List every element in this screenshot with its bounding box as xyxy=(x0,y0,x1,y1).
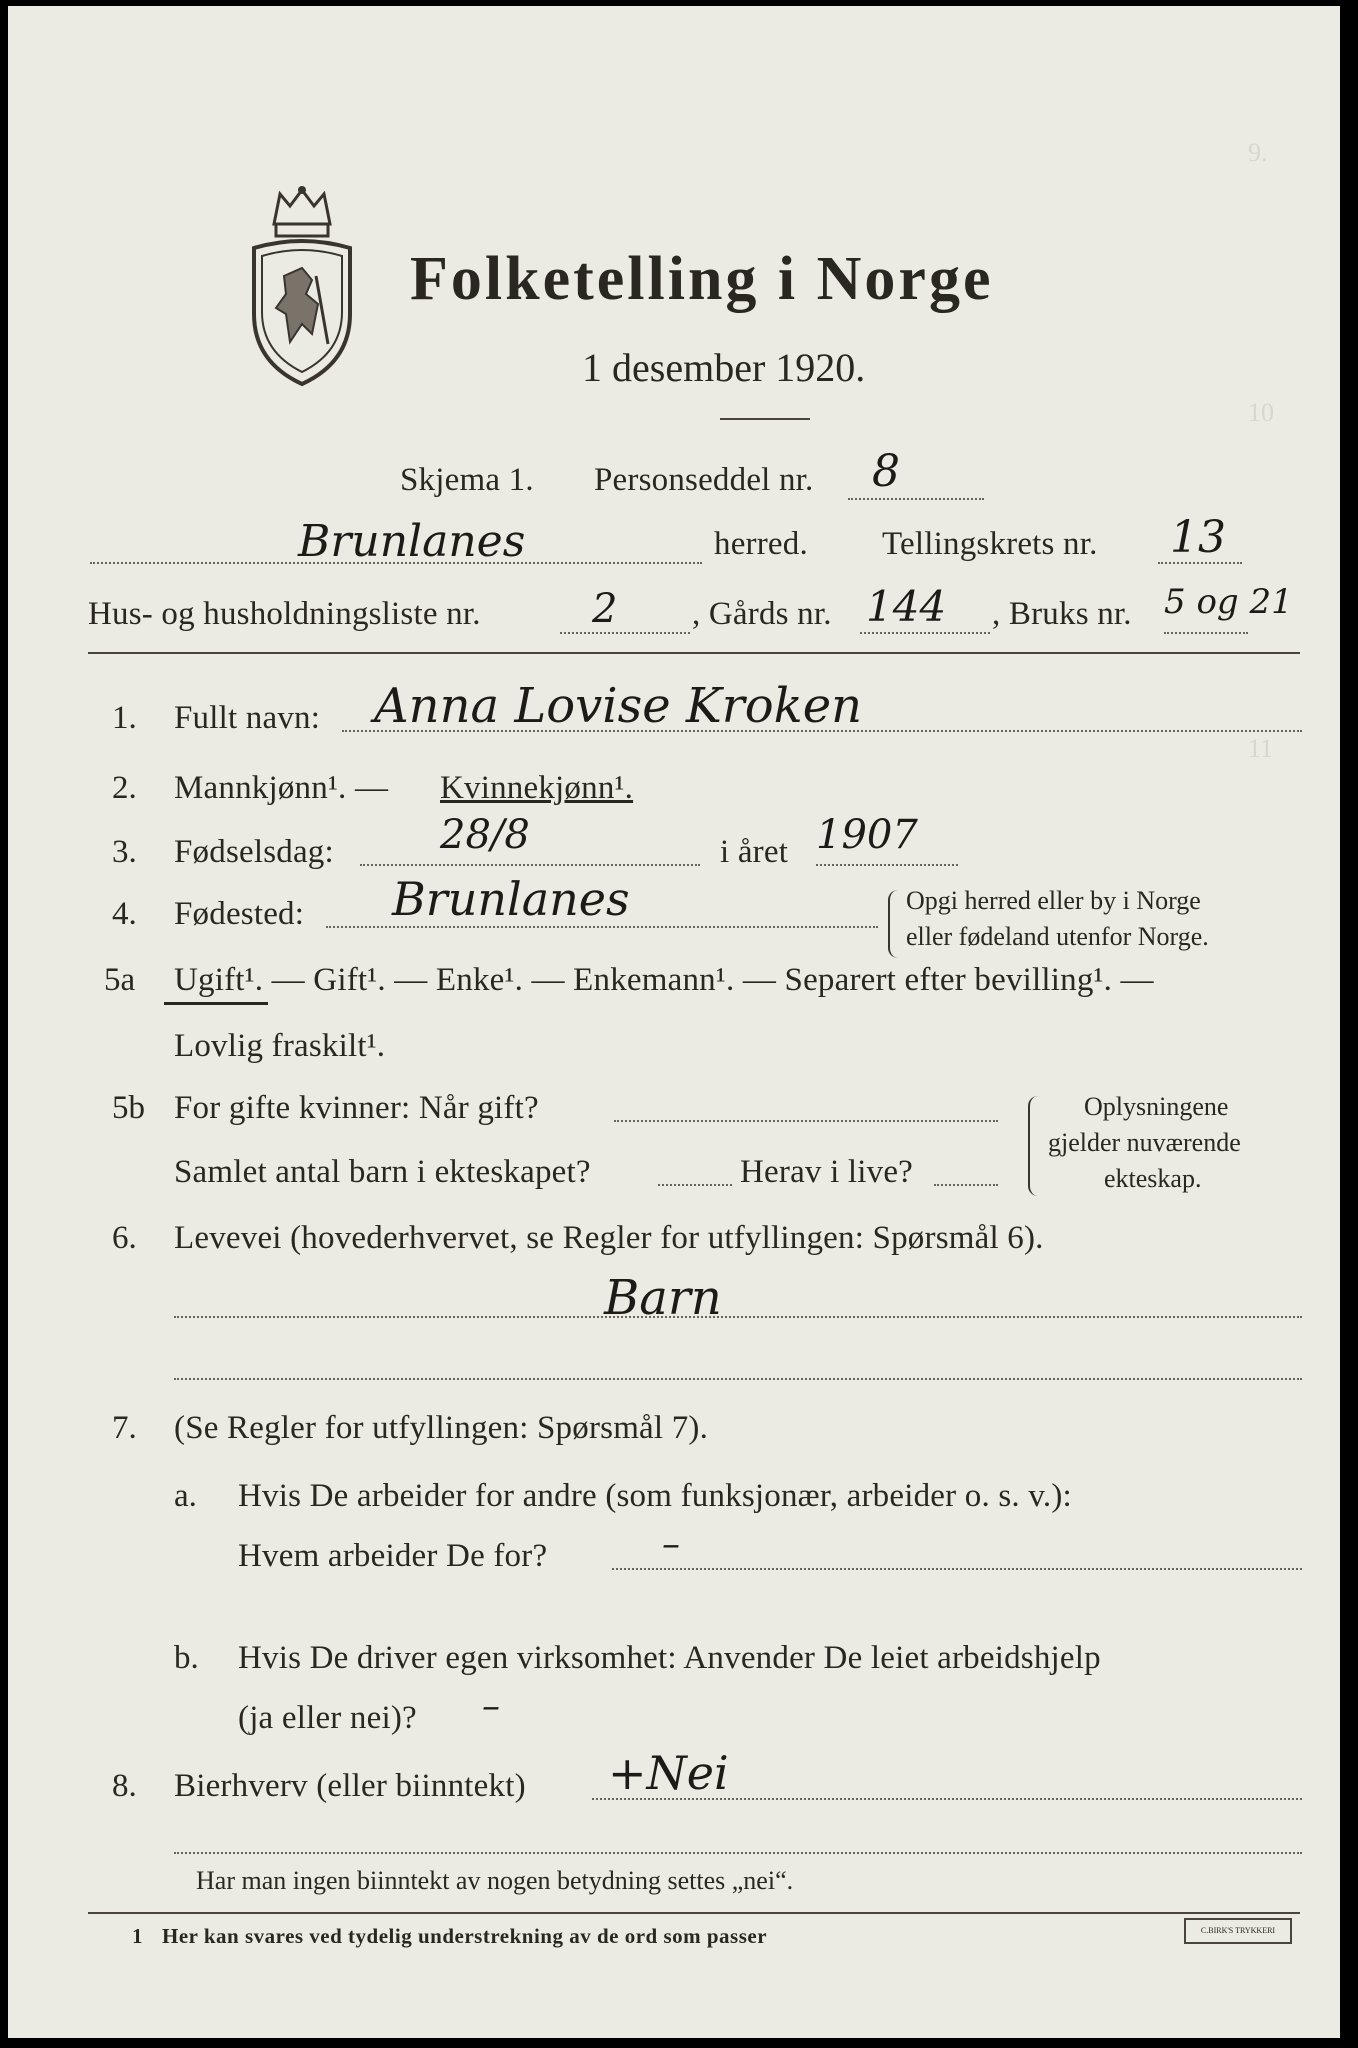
q5a-number: 5a xyxy=(104,962,136,998)
q8-value: +Nei xyxy=(608,1746,729,1800)
q6-line1 xyxy=(174,1316,1302,1318)
q5b-alive-line xyxy=(934,1184,998,1186)
q3-year-line xyxy=(816,864,958,866)
bleed-through-text: 9. xyxy=(1248,138,1268,167)
q5a-line2: Lovlig fraskilt¹. xyxy=(174,1028,386,1064)
norway-coat-of-arms-icon xyxy=(246,184,358,390)
q2-number: 2. xyxy=(112,770,137,806)
personseddel-value: 8 xyxy=(872,446,900,497)
gaards-label: , Gårds nr. xyxy=(692,596,832,632)
q4-note-line1: Opgi herred eller by i Norge xyxy=(906,886,1201,915)
q5b-number: 5b xyxy=(112,1090,145,1126)
q7b-value: – xyxy=(482,1686,500,1727)
q4-note-line2: eller fødeland utenfor Norge. xyxy=(906,922,1209,951)
q4-value: Brunlanes xyxy=(392,872,630,926)
q8-line2 xyxy=(174,1852,1302,1854)
skjema-label: Skjema 1. xyxy=(400,462,534,498)
q3-year-value: 1907 xyxy=(816,812,918,858)
gaards-line xyxy=(860,632,990,634)
q8-number: 8. xyxy=(112,1768,137,1804)
q3-day-line xyxy=(360,864,700,866)
q5b-children-line xyxy=(658,1184,732,1186)
tellingskrets-value: 13 xyxy=(1170,512,1226,563)
q3-year-label: i året xyxy=(720,834,789,870)
q7-number: 7. xyxy=(112,1410,137,1446)
herred-label: herred. xyxy=(714,526,808,562)
q1-value: Anna Lovise Kroken xyxy=(374,678,863,734)
q2-female-label: Kvinnekjønn¹. xyxy=(440,770,634,806)
footnote-mark: 1 xyxy=(132,1924,143,1948)
footnote-text: Her kan svares ved tydelig understrekning av de ord som passer xyxy=(162,1924,768,1948)
q2-male-label: Mannkjønn¹. — xyxy=(174,770,389,806)
q7a-letter: a. xyxy=(174,1478,197,1514)
q5b-line1: For gifte kvinner: Når gift? xyxy=(174,1090,539,1126)
hus-value: 2 xyxy=(592,586,618,632)
q1-number: 1. xyxy=(112,700,137,736)
bruks-line xyxy=(1164,632,1248,634)
q1-label: Fullt navn: xyxy=(174,700,321,736)
ugift-underline xyxy=(164,1002,268,1005)
q7-label: (Se Regler for utfyllingen: Spørsmål 7). xyxy=(174,1410,709,1446)
q4-line xyxy=(326,926,878,928)
q5a-line1: Ugift¹. — Gift¹. — Enke¹. — Enkemann¹. — Separert efter bevilling¹. — xyxy=(174,962,1154,998)
bruks-value: 5 og 21 xyxy=(1164,582,1293,622)
footer-rule xyxy=(88,1912,1300,1914)
q5b-note-line3: ekteskap. xyxy=(1104,1164,1202,1193)
q4-number: 4. xyxy=(112,896,137,932)
q7b-letter: b. xyxy=(174,1640,199,1676)
q7a-line2: Hvem arbeider De for? xyxy=(238,1538,548,1574)
bottom-note: Har man ingen biinntekt av nogen betydning settes „nei“. xyxy=(196,1866,794,1895)
personseddel-line xyxy=(848,498,984,500)
q8-label: Bierhverv (eller biinntekt) xyxy=(174,1768,526,1804)
header-rule xyxy=(88,652,1300,654)
q7b-line1: Hvis De driver egen virksomhet: Anvender De leiet arbeidshjelp xyxy=(238,1640,1101,1676)
bleed-through-text: 10 xyxy=(1248,398,1274,427)
q6-number: 6. xyxy=(112,1220,137,1256)
form-date: 1 desember 1920. xyxy=(582,345,866,390)
q4-label: Fødested: xyxy=(174,896,305,932)
q5b-line2a: Samlet antal barn i ekteskapet? xyxy=(174,1154,591,1190)
q7a-line xyxy=(612,1568,1302,1570)
personseddel-label: Personseddel nr. xyxy=(594,462,814,498)
herred-value: Brunlanes xyxy=(298,516,526,567)
q6-value: Barn xyxy=(604,1270,722,1326)
q5b-note-line2: gjelder nuværende xyxy=(1048,1128,1241,1157)
q5b-brace xyxy=(1028,1096,1040,1196)
q5b-line2b: Herav i live? xyxy=(740,1154,914,1190)
q3-value: 28/8 xyxy=(440,812,530,858)
q7b-line2: (ja eller nei)? xyxy=(238,1700,417,1736)
printer-stamp: C.BIRK'S TRYKKERI xyxy=(1184,1918,1292,1944)
form-title: Folketelling i Norge xyxy=(410,245,994,313)
census-form-page xyxy=(8,6,1340,2038)
hus-label: Hus- og husholdningsliste nr. xyxy=(88,596,481,632)
q3-label: Fødselsdag: xyxy=(174,834,334,870)
q4-brace xyxy=(888,890,900,958)
gaards-value: 144 xyxy=(866,582,947,631)
q7a-line1: Hvis De arbeider for andre (som funksjonær, arbeider o. s. v.): xyxy=(238,1478,1072,1514)
q6-line2 xyxy=(174,1378,1302,1380)
hus-line xyxy=(560,632,690,634)
tellingskrets-label: Tellingskrets nr. xyxy=(882,526,1098,562)
q7a-value: – xyxy=(662,1524,680,1565)
title-divider xyxy=(720,418,810,420)
q3-number: 3. xyxy=(112,834,137,870)
bleed-through-text: 11 xyxy=(1248,734,1274,763)
q6-label: Levevei (hovederhvervet, se Regler for utfyllingen: Spørsmål 6). xyxy=(174,1220,1044,1256)
q5b-married-line xyxy=(614,1120,998,1122)
bruks-label: , Bruks nr. xyxy=(992,596,1132,632)
q5b-note-line1: Oplysningene xyxy=(1084,1092,1229,1121)
